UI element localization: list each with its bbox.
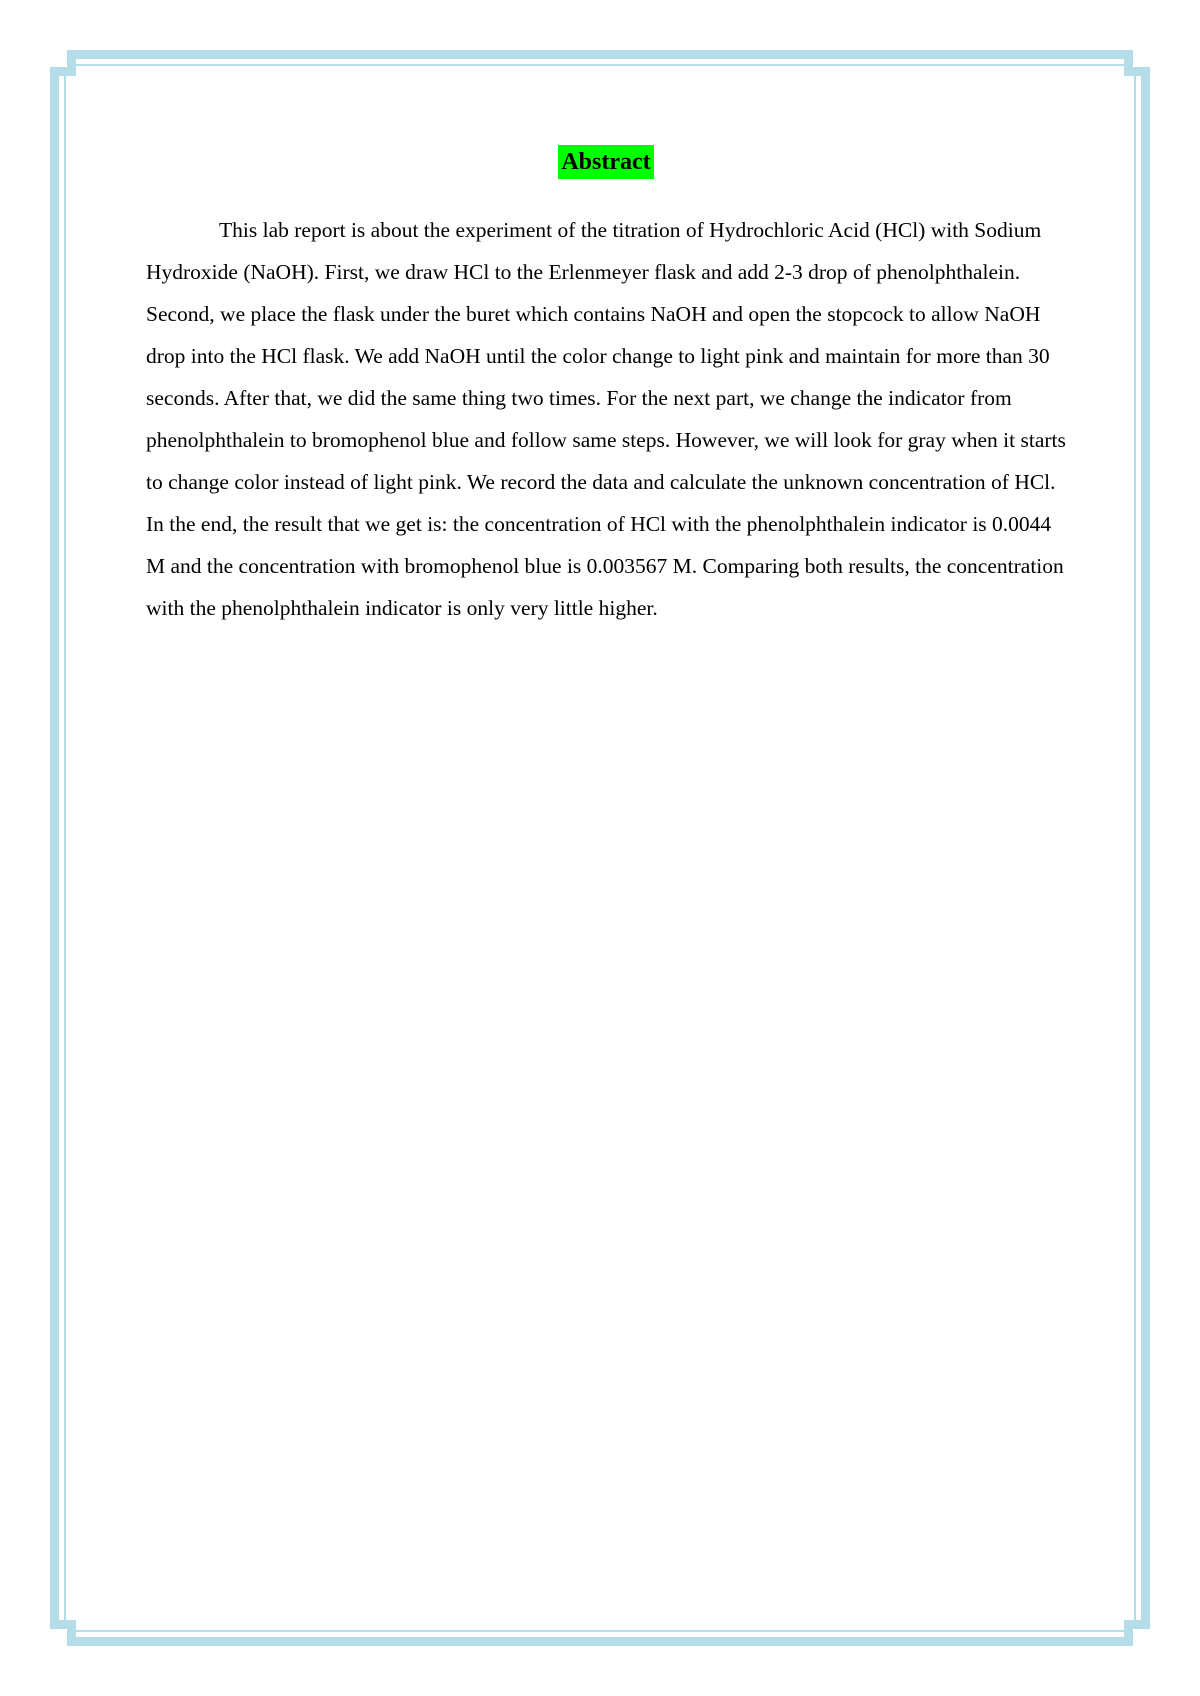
border-corner-top-right <box>1124 50 1150 76</box>
abstract-heading: Abstract <box>558 145 653 179</box>
border-corner-bottom-right <box>1124 1620 1150 1646</box>
title-container <box>146 145 1066 179</box>
abstract-paragraph: This lab report is about the experiment of the titration of Hydrochloric Acid (HCl) with Sodium Hydroxide (NaOH). First, we draw HCl to the Erlenmeyer flask and add 2-3 drop of phenolphthalein. Second, we place the flask under the buret which contains NaOH and open the stopcock to allow NaOH drop into the HCl flask. We add NaOH until the color change to light pink and maintain for more than 30 seconds. After that, we did the same thing two times. For the next part, we change the indicator from phenolphthalein to bromophenol blue and follow same steps. However, we will look for gray when it starts to change color instead of light pink. We record the data and calculate the unknown concentration of HCl. In the end, the result that we get is: the concentration of HCl with the phenolphthalein indicator is 0.0044 M and the concentration with bromophenol blue is 0.003567 M. Comparing both results, the concentration with the phenolphthalein indicator is only very little higher. <box>146 218 1066 620</box>
border-corner-bottom-left <box>50 1620 76 1646</box>
border-corner-top-left <box>50 50 76 76</box>
document-body <box>146 145 1066 629</box>
